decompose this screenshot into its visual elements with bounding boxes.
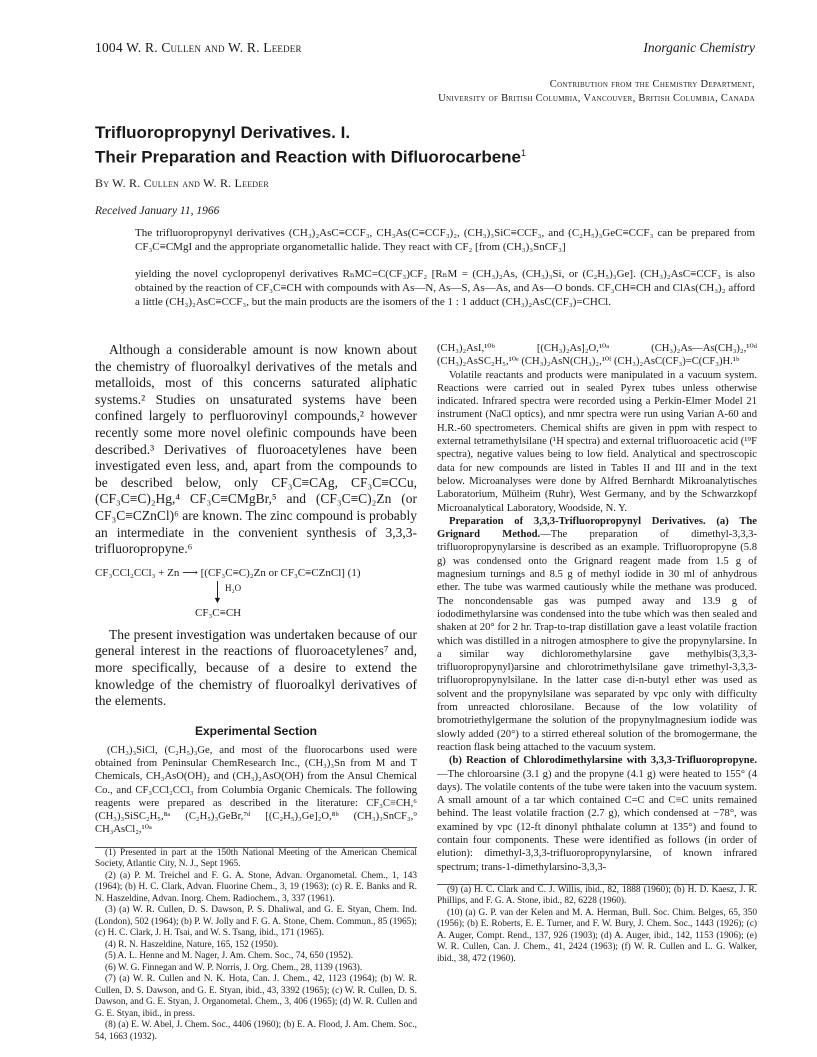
footnote: (5) A. L. Henne and M. Nager, J. Am. Chem. Soc., 74, 650 (1952). bbox=[105, 951, 354, 962]
abstract-paragraph-2: yielding the novel cyclopropenyl derivatives RₙMC=C(CF₃)CF₂ [RₙM = (CH₃)₂As, (CH₃)₃Si, or (C₂H₅)₃Ge]. (CH₃)₂AsC≡CCF₃ is also obtained by the reaction of CF₃C≡CH with compounds with As—N, As—S, As—As, and As—O bonds. CF₃CH≡CH and ClAs(CH₃)₂ afford a little (CH₃)₂AsC≡CCF₃, but the main products are the isomers of the 1 : 1 adduct (CH₃)₂AsC(CF₃)=CHCl. bbox=[135, 267, 755, 309]
received-date: Received January 11, 1966 bbox=[95, 205, 220, 217]
title-line-1: Trifluoropropynyl Derivatives. I. bbox=[95, 123, 351, 142]
reagent-list-continued: (CH₃)₂AsI,¹⁰ᵇ [(CH₃)₂As]₂O,¹⁰ᵃ (CH₃)₂As—As(CH₃)₂,¹⁰ᵈ (CH₃)₂AsSC₂H₅,¹⁰ᵉ (CH₃)₂AsN(CH₃)₂,¹⁰ᶠ (CH₃)₂AsC(CF₃)=C(CF₃)H.¹ᵇ bbox=[437, 343, 757, 368]
header-left: 1004 W. R. Cullen and W. R. Leeder bbox=[95, 40, 302, 55]
byline: By W. R. Cullen and W. R. Leeder bbox=[95, 176, 269, 190]
right-column bbox=[437, 342, 757, 965]
motivation-paragraph: The present investigation was undertaken because of our general interest in the reactions of fluoroacetylenes⁷ and, more specifically, because of a desire to extend the knowledge of the chemistry of fluoroalkyl derivatives of the elements. bbox=[95, 626, 417, 709]
footnote: (4) R. N. Haszeldine, Nature, 165, 152 (1950). bbox=[105, 939, 279, 950]
footnote: (10) (a) G. P. van der Kelen and M. A. Herman, Bull. Soc. Chim. Belges, 65, 350 (1956); (b) E. Roberts, E. E. Turner, and F. W. Bury, J. Chem. Soc., 1443 (1926); (c) A. Auger, Compt. Rend., 137, 926 (1903); (d) A. Auger, ibid., 142, 1153 (1906); (e) W. R. Cullen, Can. J. Chem., 41, 2424 (1963); (f) W. R. Cullen and L. G. Walker, ibid., 38, 472 (1960). bbox=[437, 907, 757, 964]
article-title bbox=[95, 122, 755, 168]
footnotes-left bbox=[95, 848, 417, 1044]
reaction-text: —The chloroarsine (3.1 g) and the propyne (4.1 g) were heated to 155° (4 days). The volatile contents of the tube were taken into the vacuum system. A small amount of a tar which contained C=C and C≡C units remained behind. The least volatile fraction (2.7 g), which condensed at −78°, was examined by vpc (12-ft dinonyl phthalate column at 135°) and found to contain four components. These were identified as follows (in order of elution): dimethyl-3,3,3-trifluoropropynylarsine, of known infrared spectrum; trans-1-dimethylarsino-3,3,3- bbox=[437, 768, 757, 873]
reaction-heading: (b) Reaction of Chlorodimethylarsine with 3,3,3-Trifluoropropyne. bbox=[449, 755, 757, 767]
experimental-paragraph: (CH₃)₃SiCl, (C₂H₅)₃Ge, and most of the fluorocarbons used were obtained from Peninsular ChemResearch Inc., (CH₃)₃Sn from M and T Chemicals, CH₃AsO(OH)₂ and (CH₃)₂AsO(OH) from the Ansul Chemical Co., and CF₃CCl₂CCl₃ from Columbia Organic Chemicals. The following reagents were prepared as described in the literature: CF₃C≡CH,⁶ (CH₃)₃SiSC₂H₅,⁸ᵃ (C₂H₅)₃GeBr,⁷ᵈ [(C₂H₅)₃Ge]₂O,⁸ᵇ (CH₃)₃SnCF₃,⁹ CH₃AsCl₂,¹⁰ᵃ bbox=[95, 744, 417, 836]
equation-arrow bbox=[213, 581, 417, 603]
footnote: (3) (a) W. R. Cullen, D. S. Dawson, P. S. Dhaliwal, and G. E. Styan, Chem. Ind. (London), 502 (1964); (b) P. W. Jolly and F. G. A. Stone, Chem. Commun., 85 (1965); (c) H. C. Clark, J. H. Tsai, and W. S. Tsang, ibid., 171 (1965). bbox=[95, 905, 417, 939]
abstract-paragraph-1: The trifluoropropynyl derivatives (CH₃)₂AsC≡CCF₃, CH₃As(C≡CCF₃)₂, (CH₃)₃SiC≡CCF₃, and (C₂H₅)₃GeC≡CCF₃ can be prepared from CF₃C≡CMgI and the appropriate organometallic halide. They react with CF₂ [from (CH₃)₃SnCF₃] bbox=[135, 227, 755, 254]
footnote: (6) W. G. Finnegan and W. P. Norris, J. Org. Chem., 28, 1139 (1963). bbox=[105, 962, 363, 973]
institution-line-2: University of British Columbia, Vancouver, British Columbia, Canada bbox=[438, 93, 755, 104]
abstract bbox=[135, 226, 755, 321]
preparation-text: —The preparation of dimethyl-3,3,3-trifluoropropynylarsine is described as an example. Trifluoropropyne (5.8 g) was condensed onto the Grignard reagent made from 1.5 g of magnesium turnings and 8.5 g of methyl iodide in 30 ml of anhydrous ether. The tube was warmed cautiously while the methane was produced. The noncondensable gas was pumped away and 13.9 g of iododimethylarsine was condensed into the tube which was then sealed and shaken at 20° for 2 hr. Trap-to-trap distillation gave a least volatile fraction which was distilled in a nitrogen atmosphere to give the propynylarsine. In a similar way dichloromethylarsine gave methylbis(3,3,3-trifluoropropynyl)arsine and chlorotrimethylsilane gave trimethyl-3,3,3-trifluoropropynylsilane. In the latter case di-n-butyl ether was used as solvent and the propynylsilane was separated by vpc only with difficulty from unreacted chlorosilane. Because of the low volatility of bromotriethylgermane the solution of the propynylmagnesium iodide was slowly added (20°) to a stirred ethereal solution of the bromogermane, the reaction flask being attached to the vacuum system. bbox=[437, 529, 757, 753]
institution-line-1: Contribution from the Chemistry Department, bbox=[549, 79, 755, 90]
reaction-paragraph bbox=[437, 754, 757, 874]
arrow-down-icon: ▼ bbox=[213, 594, 222, 605]
title-line-2 bbox=[95, 143, 755, 168]
introduction-paragraph: Although a considerable amount is now known about the chemistry of fluoroalkyl derivatives of the metals and metalloids, most of this concerns saturated aliphatic systems.² Studies on unsaturated systems have been confined largely to perfluorovinyl compounds,² however recently some more novel olefinic compounds have been described.³ Derivatives of fluoroacetylenes have been investigated even less, and, apart from the compounds to be described below, only CF₃C≡CAg, CF₃C≡CCu, (CF₃C≡C)₂Hg,⁴ CF₃C≡CMgBr,⁵ and (CF₃C≡C)₂Zn (or CF₃C≡CZnCl)⁶ are known. The zinc compound is probably an intermediate in the convenient synthesis of 3,3,3-trifluoropropyne.⁶ bbox=[95, 342, 417, 557]
footnote: (7) (a) W. R. Cullen and N. K. Hota, Can. J. Chem., 42, 1123 (1964); (b) W. R. Cullen, D. S. Dawson, and G. E. Styan, ibid., 43, 3392 (1965); (c) W. R. Cullen, D. S. Dawson, and G. E. Styan, J. Organometal. Chem., 3, 406 (1965); (d) W. R. Cullen and G. E. Styan, ibid., in press. bbox=[95, 974, 417, 1019]
title-line-2-text: Their Preparation and Reaction with Difluorocarbene bbox=[95, 147, 522, 167]
footnote: (2) (a) P. M. Treichel and F. G. A. Stone, Advan. Organometal. Chem., 1, 143 (1964); (b) H. C. Clark, Advan. Fluorine Chem., 3, 19 (1963); (c) R. E. Banks and R. N. Haszeldine, Advan. Inorg. Chem. Radiochem., 3, 337 (1961). bbox=[95, 870, 417, 904]
footnote: (9) (a) H. C. Clark and C. J. Willis, ibid., 82, 1888 (1960); (b) H. D. Kaesz, J. R. Phillips, and F. G. A. Stone, ibid., 82, 6228 (1960). bbox=[437, 884, 757, 907]
journal-name: Inorganic Chemistry bbox=[643, 40, 755, 55]
section-heading: Experimental Section bbox=[194, 723, 318, 738]
footnotes-right bbox=[437, 885, 757, 966]
volatile-paragraph: Volatile reactants and products were manipulated in a vacuum system. Reactions were carried out in sealed Pyrex tubes unless otherwise indicated. Infrared spectra were recorded using a Perkin-Elmer Model 21 instrument (NaCl optics), and nmr spectra were run using Varian A-60 and H.R.-60 spectrometers. Chemical shifts are given in ppm with respect to external tetramethylsilane (¹H spectra) and external trifluoroacetic acid (¹⁹F spectra), negative values being to low field. Analytical and spectroscopic data for new compounds are listed in Tables II and III and in the text below. Microanalyses were done by Alfred Bernhardt Mikroanalytisches Laboratorium, Mülheim (Ruhr), West Germany, and by the Schwarzkopf Microanalytical Laboratory, Woodside, N. Y. bbox=[437, 369, 757, 514]
running-header bbox=[95, 40, 755, 58]
preparation-heading: Preparation of 3,3,3-Trifluoropropynyl Derivatives. (a) The Grignard Method. bbox=[437, 515, 757, 541]
equation-1: CF₃CCl₂CCl₃ + Zn ⟶ [(CF₃C≡C)₂Zn or CF₃C≡CZnCl] (1) bbox=[95, 566, 361, 579]
footnote: (8) (a) E. W. Abel, J. Chem. Soc., 4406 (1960); (b) E. A. Flood, J. Am. Chem. Soc., 54, 1663 (1932). bbox=[95, 1020, 417, 1042]
footnote: (1) Presented in part at the 150th National Meeting of the American Chemical Society, Atlantic City, N. J., Sept 1965. bbox=[95, 847, 417, 870]
left-column bbox=[95, 342, 417, 1043]
institution bbox=[295, 78, 755, 106]
title-footnote-marker: 1 bbox=[521, 148, 527, 158]
equation-product: CF₃C≡CH bbox=[195, 606, 242, 619]
preparation-paragraph bbox=[437, 515, 757, 754]
equation-reagent: H₂O bbox=[225, 582, 242, 593]
